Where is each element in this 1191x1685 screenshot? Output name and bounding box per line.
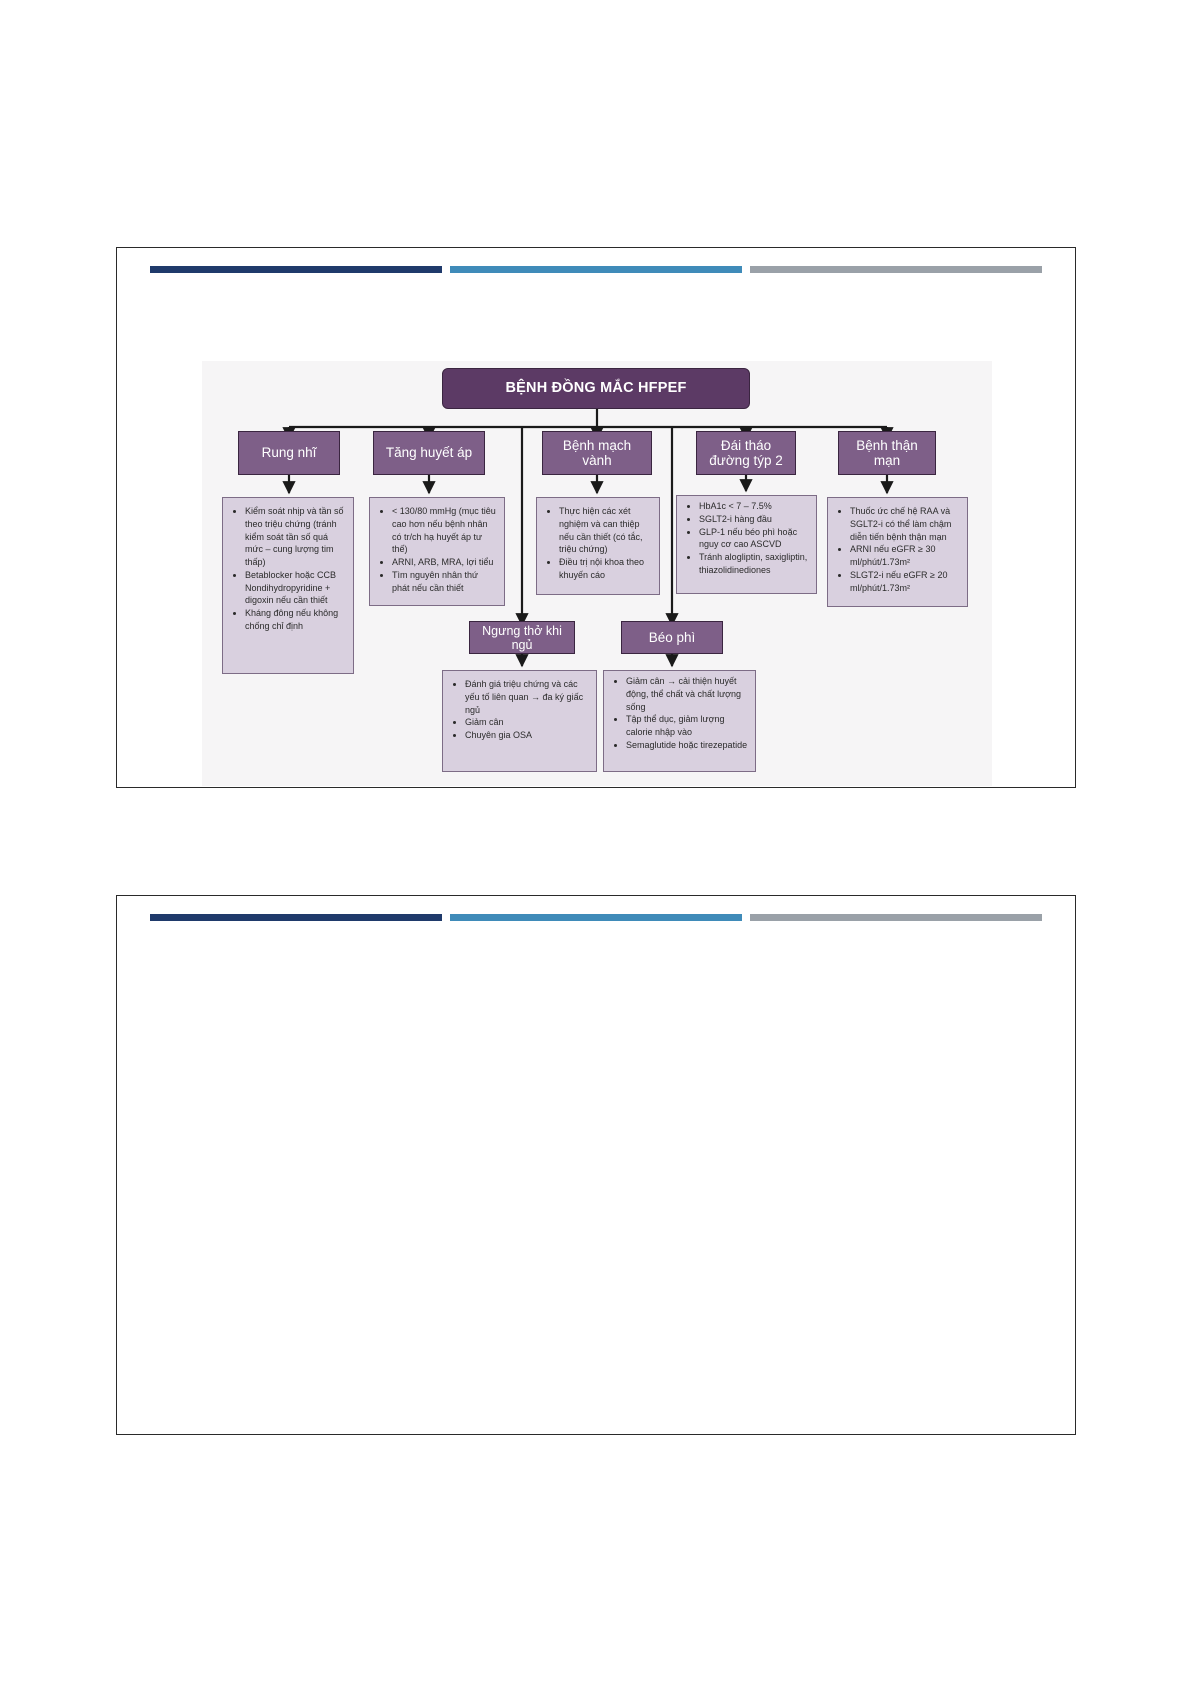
category-dai-thao-duong-label: Đái tháo đường týp 2 [709,437,783,468]
box-rung-nhi-item: • Kiểm soát nhịp và tần số theo triệu chứng (tránh kiểm soát tần số quá mức – cung lượng tim thấp) [245,505,347,569]
accent-bar-blue [450,914,742,921]
category-ngung-tho-label: Ngưng thở khi ngủ [482,623,562,652]
box-beo-phi-item: • Giảm cân → cải thiện huyết động, thể chất và chất lượng sống [626,675,749,713]
box-beo-phi-item: • Tập thể dục, giảm lượng calorie nhập vào [626,713,749,739]
box-rung-nhi [222,497,354,674]
accent-bars [150,914,1042,921]
box-benh-than-man [827,497,968,607]
box-tang-huyet-ap-item: • Tìm nguyên nhân thứ phát nếu cần thiết [392,569,498,595]
category-rung-nhi [238,431,340,475]
box-rung-nhi-item: • Betablocker hoặc CCB Nondihydropyridine + digoxin nếu cần thiết [245,569,347,607]
category-benh-mach-vanh [542,431,652,475]
box-dai-thao-duong [676,495,817,594]
box-benh-than-man-item: • SLGT2-i nếu eGFR ≥ 20 ml/phút/1.73m² [850,569,961,595]
box-beo-phi-item: • Semaglutide hoặc tirezepatide [626,739,749,752]
box-dai-thao-duong-item: • HbA1c < 7 – 7.5% [699,500,810,513]
category-tang-huyet-ap [373,431,485,475]
slide-2 [116,895,1076,1435]
box-benh-mach-vanh-item: • Điều trị nội khoa theo khuyến cáo [559,556,653,582]
box-tang-huyet-ap-item: • ARNI, ARB, MRA, lợi tiểu [392,556,498,569]
box-benh-mach-vanh [536,497,660,595]
box-rung-nhi-item: • Kháng đông nếu không chống chỉ định [245,607,347,633]
category-benh-mach-vanh-label: Bệnh mạch vành [562,437,632,468]
box-benh-than-man-item: • ARNI nếu eGFR ≥ 30 ml/phút/1.73m² [850,543,961,569]
category-benh-than-man [838,431,936,475]
category-benh-than-man-label: Bệnh thận mạn [856,437,918,468]
comorbidity-diagram [202,361,992,786]
box-beo-phi [603,670,756,772]
root-node [442,368,750,409]
accent-bars [150,266,1042,273]
box-dai-thao-duong-item: • SGLT2-i hàng đầu [699,513,810,526]
box-ngung-tho [442,670,597,772]
accent-bar-gray [750,914,1042,921]
category-beo-phi [621,621,723,654]
slide-1 [116,247,1076,788]
box-tang-huyet-ap-item: • < 130/80 mmHg (mục tiêu cao hơn nếu bệnh nhân có tr/ch hạ huyết áp tư thế) [392,505,498,556]
box-benh-mach-vanh-item: • Thực hiện các xét nghiệm và can thiệp nếu cần thiết (có tắc, triệu chứng) [559,505,653,556]
accent-bar-navy [150,266,442,273]
category-ngung-tho [469,621,575,654]
category-tang-huyet-ap-label: Tăng huyết áp [385,445,473,461]
box-dai-thao-duong-item: • Tránh alogliptin, saxigliptin, thiazolidinediones [699,551,810,577]
accent-bar-navy [150,914,442,921]
accent-bar-gray [750,266,1042,273]
box-tang-huyet-ap [369,497,505,606]
category-rung-nhi-label: Rung nhĩ [261,445,317,461]
accent-bar-blue [450,266,742,273]
category-dai-thao-duong [696,431,796,475]
box-ngung-tho-item: • Giảm cân [465,716,590,729]
box-ngung-tho-item: • Đánh giá triệu chứng và các yếu tố liên quan → đa ký giấc ngủ [465,678,590,716]
box-benh-than-man-item: • Thuốc ức chế hệ RAA và SGLT2-i có thể làm chậm diễn tiến bệnh thận mạn [850,505,961,543]
root-node-label: BỆNH ĐỒNG MẮC HFPEF [505,380,687,397]
box-ngung-tho-item: • Chuyên gia OSA [465,729,590,742]
category-beo-phi-label: Béo phì [648,629,696,645]
box-dai-thao-duong-item: • GLP-1 nếu béo phì hoặc nguy cơ cao ASCVD [699,526,810,552]
